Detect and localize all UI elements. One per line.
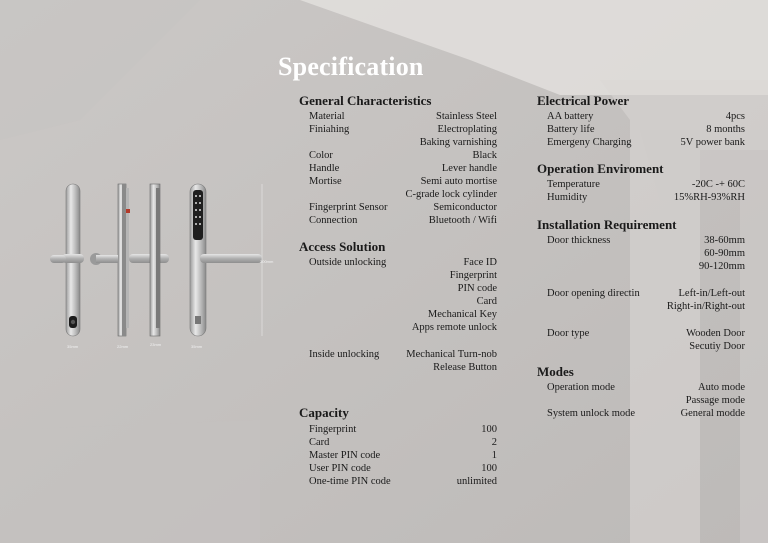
spec-row: [299, 162, 497, 175]
spec-value: Card: [476, 296, 497, 307]
spec-value: Right-in/Right-out: [666, 301, 745, 312]
spec-value: Passage mode: [685, 395, 745, 406]
spec-value: 90-120mm: [698, 261, 745, 272]
page-title: Specification: [278, 52, 424, 81]
spec-row: [299, 256, 497, 334]
spec-row: [299, 436, 497, 449]
capacity-section: [299, 405, 497, 488]
spec-row: [537, 381, 745, 407]
spec-label: Inside unlocking: [309, 349, 380, 360]
spec-label: One-time PIN code: [309, 476, 391, 487]
spec-label: User PIN code: [309, 463, 371, 474]
electrical-heading: Electrical Power: [537, 93, 630, 108]
spec-value: Release Button: [433, 362, 497, 373]
dim-side-depth-2-label: 23mm: [150, 342, 162, 347]
capacity-heading: Capacity: [299, 405, 349, 420]
spec-label: Humidity: [547, 192, 588, 203]
spec-label: Connection: [309, 215, 358, 226]
spec-value: General modde: [680, 408, 745, 419]
spec-row: [299, 175, 497, 201]
spec-value: Wooden Door: [686, 328, 745, 339]
spec-value: 60-90mm: [704, 248, 745, 259]
spec-label: Emergeny Charging: [547, 137, 632, 148]
spec-row: [537, 191, 745, 204]
spec-label: Handle: [309, 163, 340, 174]
spec-value: Lever handle: [441, 163, 497, 174]
spec-row: [537, 407, 745, 420]
spec-row: [299, 348, 497, 374]
operation-environment-section: [537, 161, 745, 204]
spec-value: 4pcs: [725, 111, 745, 122]
spec-label: Operation mode: [547, 382, 615, 393]
spec-value: Semiconductor: [433, 202, 497, 213]
spec-value: -20C -+ 60C: [691, 179, 745, 190]
spec-label: Card: [309, 437, 330, 448]
spec-value: 15%RH-93%RH: [673, 192, 745, 203]
operation-heading: Operation Enviroment: [537, 161, 664, 176]
spec-value: unlimited: [456, 476, 497, 487]
spec-value: Left-in/Left-out: [678, 288, 745, 299]
spec-row: [299, 449, 497, 462]
spec-value: 8 months: [706, 124, 745, 135]
spec-label: Material: [309, 111, 345, 122]
modes-section: [537, 364, 745, 420]
spec-row: [537, 234, 745, 273]
spec-label: Master PIN code: [309, 450, 381, 461]
spec-row: [299, 110, 497, 123]
spec-label: Finiahing: [309, 124, 350, 135]
spec-value: Auto mode: [698, 382, 745, 393]
spec-value: Fingerprint: [449, 270, 497, 281]
dim-front-width-label: 35mm: [67, 344, 79, 349]
spec-value: Electroplating: [437, 124, 497, 135]
access-solution-section: [299, 239, 497, 374]
spec-value: Stainless Steel: [436, 111, 497, 122]
spec-value: Semi auto mortise: [420, 176, 497, 187]
spec-row: [537, 178, 745, 191]
spec-value: Apps remote unlock: [411, 322, 497, 333]
spec-row: [537, 110, 745, 123]
spec-row: [299, 123, 497, 149]
general-characteristics-section: [299, 93, 497, 227]
lock-illustration: [40, 176, 280, 356]
spec-label: Mortise: [309, 176, 342, 187]
dim-side-depth-1-label: 22mm: [117, 344, 129, 349]
installation-requirement-section: [537, 217, 745, 353]
spec-row: [299, 201, 497, 214]
dim-back-width-label: 35mm: [191, 344, 203, 349]
spec-value: Baking varnishing: [419, 137, 497, 148]
spec-label: Temperature: [547, 179, 600, 190]
spec-label: Fingerprint: [309, 424, 357, 435]
spec-value: Secutiy Door: [689, 341, 745, 352]
electrical-power-section: [537, 93, 745, 149]
general-heading: General Characteristics: [299, 93, 432, 108]
spec-label: AA battery: [547, 111, 594, 122]
spec-value: Mechanical Key: [427, 309, 497, 320]
spec-value: Bluetooth / Wifi: [428, 215, 497, 226]
spec-row: [537, 123, 745, 136]
spec-row: [299, 462, 497, 475]
access-heading: Access Solution: [299, 239, 386, 254]
spec-row: [299, 214, 497, 227]
spec-value: 100: [481, 463, 497, 474]
spec-label: Door opening directin: [547, 288, 640, 299]
spec-label: System unlock mode: [547, 408, 636, 419]
spec-value: Mechanical Turn-nob: [406, 349, 497, 360]
spec-value: 100: [481, 424, 497, 435]
spec-value: Black: [472, 150, 497, 161]
modes-heading: Modes: [537, 364, 574, 379]
spec-label: Battery life: [547, 124, 595, 135]
spec-row: [299, 149, 497, 162]
spec-label: Door thickness: [547, 235, 611, 246]
front-view: [50, 184, 84, 336]
spec-label: Color: [309, 150, 333, 161]
spec-label: Fingerprint Sensor: [309, 202, 388, 213]
spec-value: PIN code: [457, 283, 497, 294]
spec-row: [299, 423, 497, 436]
spec-value: 5V power bank: [680, 137, 745, 148]
spec-value: 2: [491, 437, 497, 448]
spec-row: [537, 287, 745, 313]
spec-label: Door type: [547, 328, 590, 339]
dim-height-label: 300mm: [260, 259, 274, 264]
back-view: [190, 184, 262, 336]
spec-row: [299, 475, 497, 488]
spec-value: C-grade lock cylinder: [405, 189, 497, 200]
installation-heading: Installation Requirement: [537, 217, 677, 232]
spec-row: [537, 327, 745, 353]
spec-value: Face ID: [463, 257, 497, 268]
spec-value: 38-60mm: [704, 235, 745, 246]
spec-value: 1: [491, 450, 497, 461]
side-view-2: [150, 184, 160, 336]
spec-row: [537, 136, 745, 149]
spec-label: Outside unlocking: [309, 257, 387, 268]
